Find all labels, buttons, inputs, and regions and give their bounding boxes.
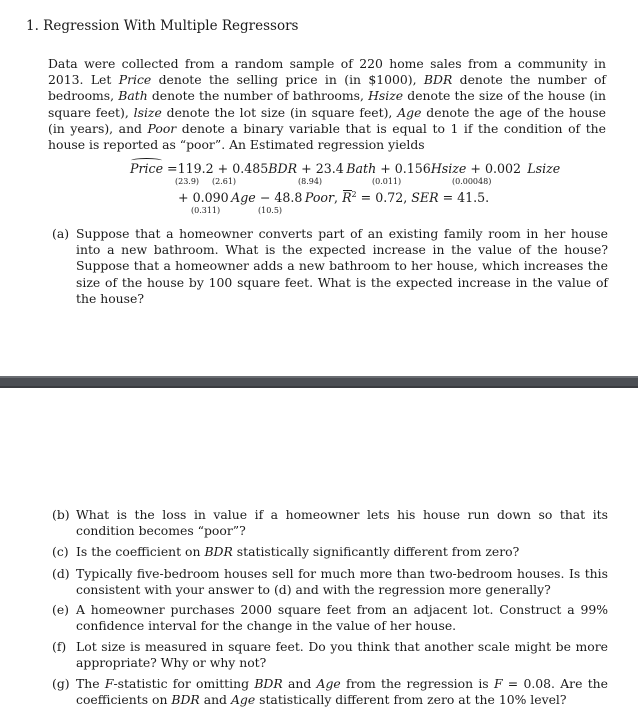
part-c-text (76, 544, 608, 560)
page-break-bar (0, 376, 638, 388)
part-b-text: What is the loss in value if a homeowner lets his house run down so that its condition becomes “poor”? (76, 507, 608, 539)
part-c (52, 544, 608, 560)
part-g-var-f2: F (493, 676, 503, 691)
plus: + (466, 161, 485, 176)
part-g-text-6: and (199, 692, 231, 708)
coef-hsize: 0.156 (394, 161, 431, 176)
eq-sign: = (163, 161, 178, 176)
coef-bdr: 0.485 (232, 161, 269, 176)
coef-poor: 48.8 (274, 190, 303, 206)
se-poor: (10.5) (258, 206, 283, 215)
part-d (52, 566, 608, 598)
r-bar: R (342, 190, 352, 206)
r2-value: = 0.72, (356, 190, 412, 206)
eq-var-lsize: Lsize (527, 161, 561, 176)
part-c-label: (c) (52, 544, 69, 559)
var-hsize: Hsize (368, 88, 404, 104)
var-bdr: BDR (423, 72, 453, 88)
part-c-text-1: Is the coefficient on (76, 544, 205, 559)
part-g-var-age2: Age (230, 692, 256, 708)
eq-var-poor: Poor (304, 190, 335, 206)
part-f (52, 639, 608, 671)
eq-var-age: Age (231, 190, 256, 206)
plus: + (376, 161, 395, 176)
part-e-label: (e) (52, 602, 70, 617)
intro-text: denote a binary variable that is equal to 1 if the condition of the house is reported as “poor”. An Estimated regression yields (48, 120, 606, 153)
part-g-text-5: = 0.08. Are the coefficients on (76, 676, 608, 708)
se-intercept: (23.9) (175, 177, 200, 186)
eq-var-bdr: BDR (268, 161, 298, 176)
intro-text: Data were collected from a random sample of 220 home sales from a community in 2013. Let (48, 56, 606, 88)
plus: + (213, 161, 233, 176)
part-g-text-2: -statistic for omitting (113, 676, 255, 691)
se-lsize: (0.00048) (452, 177, 492, 186)
intro-text: denote the number of bathrooms, (147, 88, 369, 104)
part-g-var-bdr: BDR (254, 676, 283, 691)
problem-heading: 1. Regression With Multiple Regressors (26, 18, 299, 34)
intro-text: denote the lot size (in square feet), (161, 104, 398, 120)
part-g-var-age: Age (316, 676, 341, 691)
coef-intercept: 119.2 (177, 161, 214, 176)
part-f-label: (f) (52, 639, 67, 654)
eq-var-hsize: Hsize (430, 161, 467, 176)
part-g-label: (g) (52, 676, 70, 691)
minus: − (255, 190, 275, 206)
coef-lsize: 0.002 (484, 161, 521, 176)
se-age: (0.311) (191, 206, 221, 215)
part-f-text: Lot size is measured in square feet. Do you think that another scale might be more appropriate? Why or why not? (76, 639, 608, 671)
se-bath: (8.94) (298, 177, 323, 186)
part-b (52, 507, 608, 539)
problem-intro (48, 56, 606, 153)
var-price: Price (118, 72, 152, 88)
var-bath: Bath (118, 88, 148, 104)
part-g-text-1: The (76, 676, 105, 691)
intro-text: denote the selling price in (in $1000), (151, 72, 424, 88)
part-d-label: (d) (52, 566, 70, 581)
page-bottom-section (0, 388, 638, 727)
part-g-text-3: and (282, 676, 317, 691)
coef-bath: 23.4 (315, 161, 344, 176)
part-g-var-f: F (104, 676, 114, 691)
r2-superscript: 2 (351, 190, 357, 199)
intro-text: denote the size of the house (in square feet), (48, 88, 606, 120)
part-g-text-7: statistically different from zero at the 10% level? (255, 692, 567, 708)
part-c-var-bdr: BDR (204, 544, 233, 559)
regression-equation-line-2 (178, 190, 489, 205)
eq-var-bath: Bath (346, 161, 377, 176)
part-a-text: Suppose that a homeowner converts part of an existing family room in her house into a new bathroom. What is the expected increase in the value of the house? Suppose that a homeowner adds a new bathroom to her house, which increases the size of the house by 100 square feet. What is the expected increase in the value of the house? (76, 226, 608, 306)
part-a-label: (a) (52, 226, 70, 241)
part-g-var-bdr2: BDR (171, 692, 200, 708)
part-a (52, 226, 608, 307)
separator: , (334, 190, 343, 206)
part-g-text-4: from the regression is (340, 676, 494, 691)
se-bdr: (2.61) (212, 177, 237, 186)
price-hat: Price (130, 161, 164, 176)
var-lsize: lsize (133, 104, 162, 120)
part-b-label: (b) (52, 507, 70, 522)
part-e (52, 602, 608, 634)
part-g (52, 676, 608, 708)
ser-value: = 41.5. (438, 190, 490, 206)
coef-age: 0.090 (192, 190, 229, 206)
part-g-text (76, 676, 608, 708)
plus: + (178, 190, 193, 206)
ser-label: SER (411, 190, 439, 206)
var-poor: Poor (147, 120, 177, 136)
intro-text: denote the number of bedrooms, (48, 72, 606, 104)
var-age: Age (397, 104, 422, 120)
intro-text: denote the age of the house (in years), and (48, 104, 606, 136)
part-d-text: Typically five-bedroom houses sell for much more than two-bedroom houses. Is this consistent with your answer to (d) and with the regression more generally? (76, 566, 608, 598)
part-e-text: A homeowner purchases 2000 square feet from an adjacent lot. Construct a 99% confidence interval for the change in the value of her house. (76, 602, 608, 634)
se-hsize: (0.011) (372, 177, 402, 186)
regression-equation-line-1 (130, 161, 560, 176)
plus: + (297, 161, 316, 176)
part-c-text-2: statistically significantly different from zero? (232, 544, 520, 559)
